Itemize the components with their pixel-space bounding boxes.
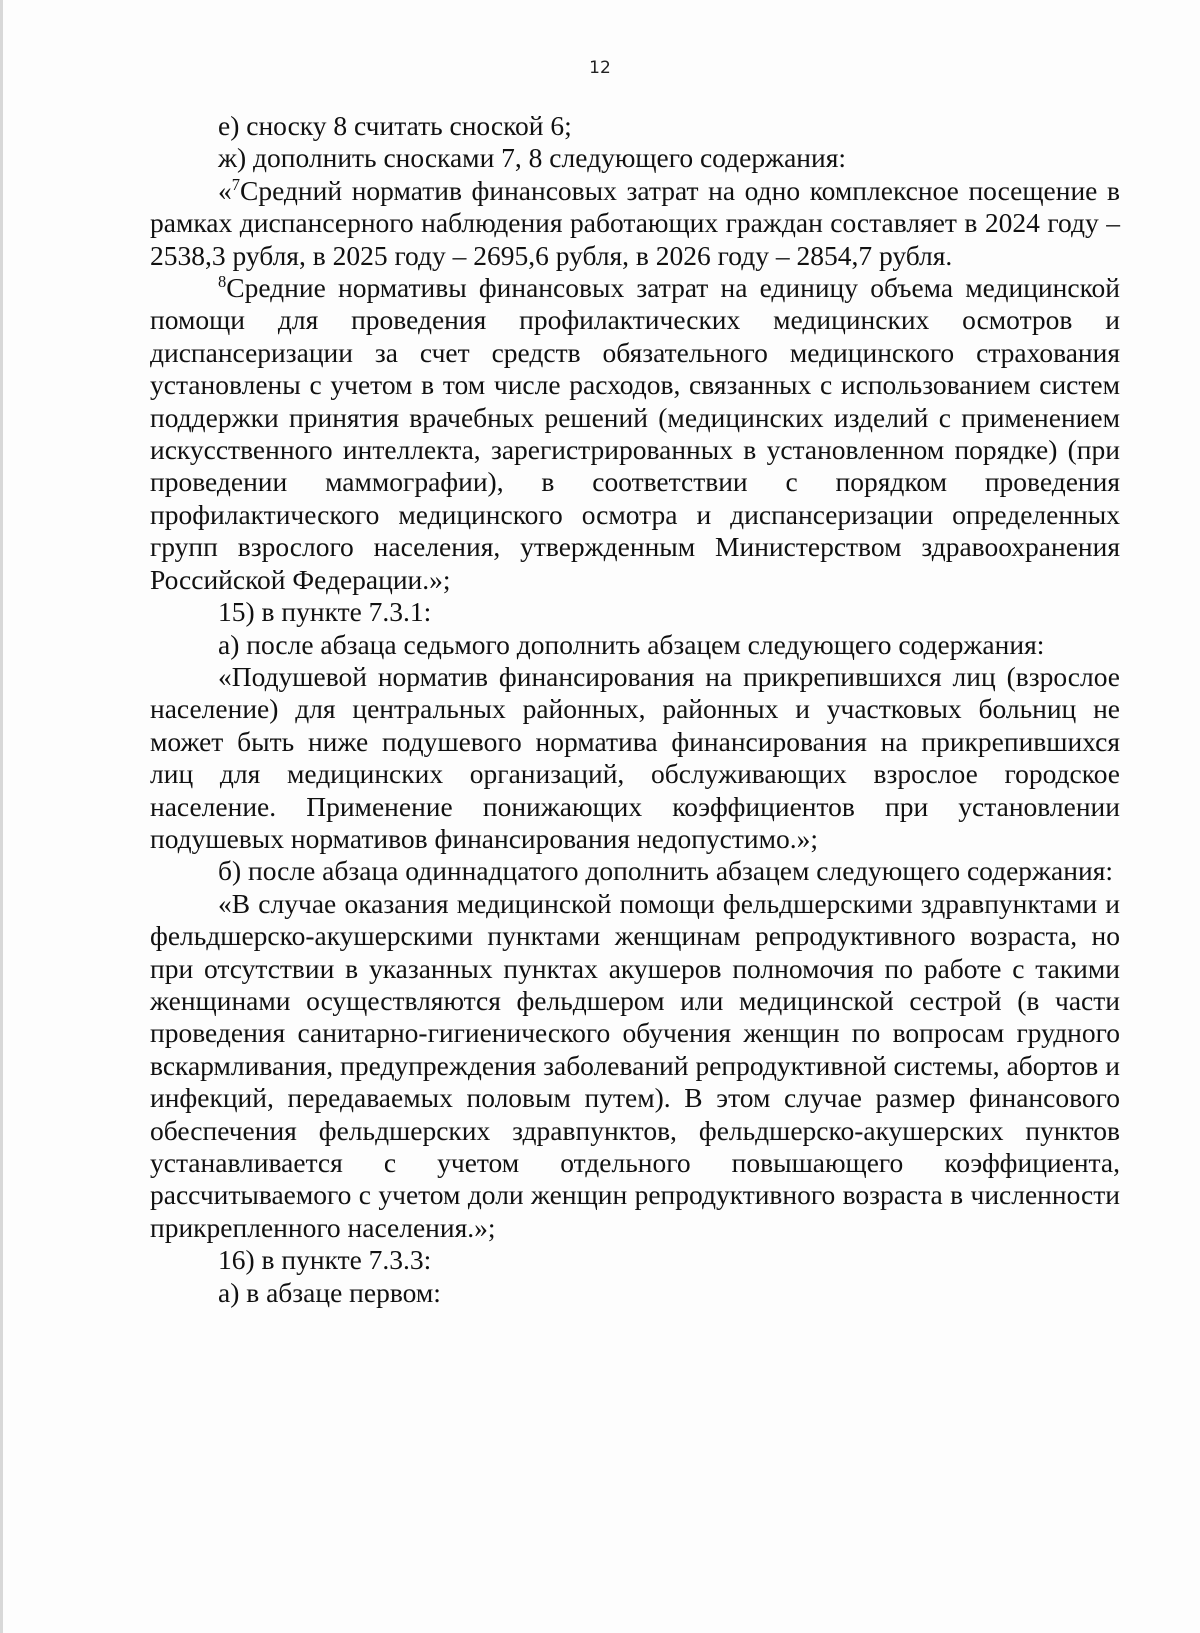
document-body <box>150 110 1120 1309</box>
feldsher-points-paragraph: «В случае оказания медицинской помощи фельдшерскими здравпунктами и фельдшерско-акушерскими пунктами женщинам репродуктивного возраста, но при отсутствии в указанных пунктах акушеров полномочия по работе с такими женщинами осуществляются фельдшером или медицинской сестрой (в части проведения санитарно-гигиенического обучения женщин по вопросам грудного вскармливания, предупреждения заболеваний репродуктивной системы, абортов и инфекций, передаваемых половым путем). В этом случае размер финансового обеспечения фельдшерских здравпунктов, фельдшерско-акушерских пунктов устанавливается с учетом отдельного повышающего коэффициента, рассчитываемого с учетом доли женщин репродуктивного возраста в численности прикрепленного населения.»; <box>150 887 1120 1243</box>
item-15b-paragraph: б) после абзаца одиннадцатого дополнить абзацем следующего содержания: <box>218 855 1113 887</box>
page-number: 12 <box>589 58 611 78</box>
item-16a-paragraph: а) в абзаце первом: <box>218 1276 441 1308</box>
footnote-7-paragraph <box>150 175 1120 272</box>
footnote-8-paragraph <box>150 272 1120 596</box>
item-16-heading: 16) в пункте 7.3.3: <box>218 1244 432 1276</box>
footnote-marker-7: 7 <box>231 174 240 194</box>
item-15a-paragraph: а) после абзаца седьмого дополнить абзацем следующего содержания: <box>218 628 1045 660</box>
open-quote: « <box>218 174 232 206</box>
footnote-marker-8: 8 <box>218 271 227 291</box>
footnote-7-text: Средний норматив финансовых затрат на одно комплексное посещение в рамках диспансерного наблюдения работающих граждан составляет в 2024 году – 2538,3 рубля, в 2025 году – 2695,6 рубля, в 2026 году – 2854,7 рубля. <box>150 174 1120 271</box>
scan-edge <box>0 0 3 1633</box>
paragraph-item-zh: ж) дополнить сносками 7, 8 следующего содержания: <box>218 142 847 174</box>
item-15-heading: 15) в пункте 7.3.1: <box>218 596 432 628</box>
paragraph-item-e: е) сноску 8 считать сноской 6; <box>218 110 572 141</box>
per-capita-norm-paragraph: «Подушевой норматив финансирования на прикрепившихся лиц (взрослое население) для центральных районных, районных и участковых больниц не может быть ниже подушевого норматива финансирования на прикрепившихся лиц для медицинских организаций, обслуживающих взрослое городское население. Применение понижающих коэффициентов при установлении подушевых нормативов финансирования недопустимо.»; <box>150 660 1120 854</box>
footnote-8-text: Средние нормативы финансовых затрат на единицу объема медицинской помощи для проведения профилактических медицинских осмотров и диспансеризации за счет средств обязательного медицинского страхования установлены с учетом в том числе расходов, связанных с использованием систем поддержки принятия врачебных решений (медицинских изделий с применением искусственного интеллекта, зарегистрированных в установленном порядке) (при проведении маммографии), в соответствии с порядком проведения профилактического медицинского осмотра и диспансеризации определенных групп взрослого населения, утвержденным Министерством здравоохранения Российской Федерации.»; <box>150 272 1120 595</box>
